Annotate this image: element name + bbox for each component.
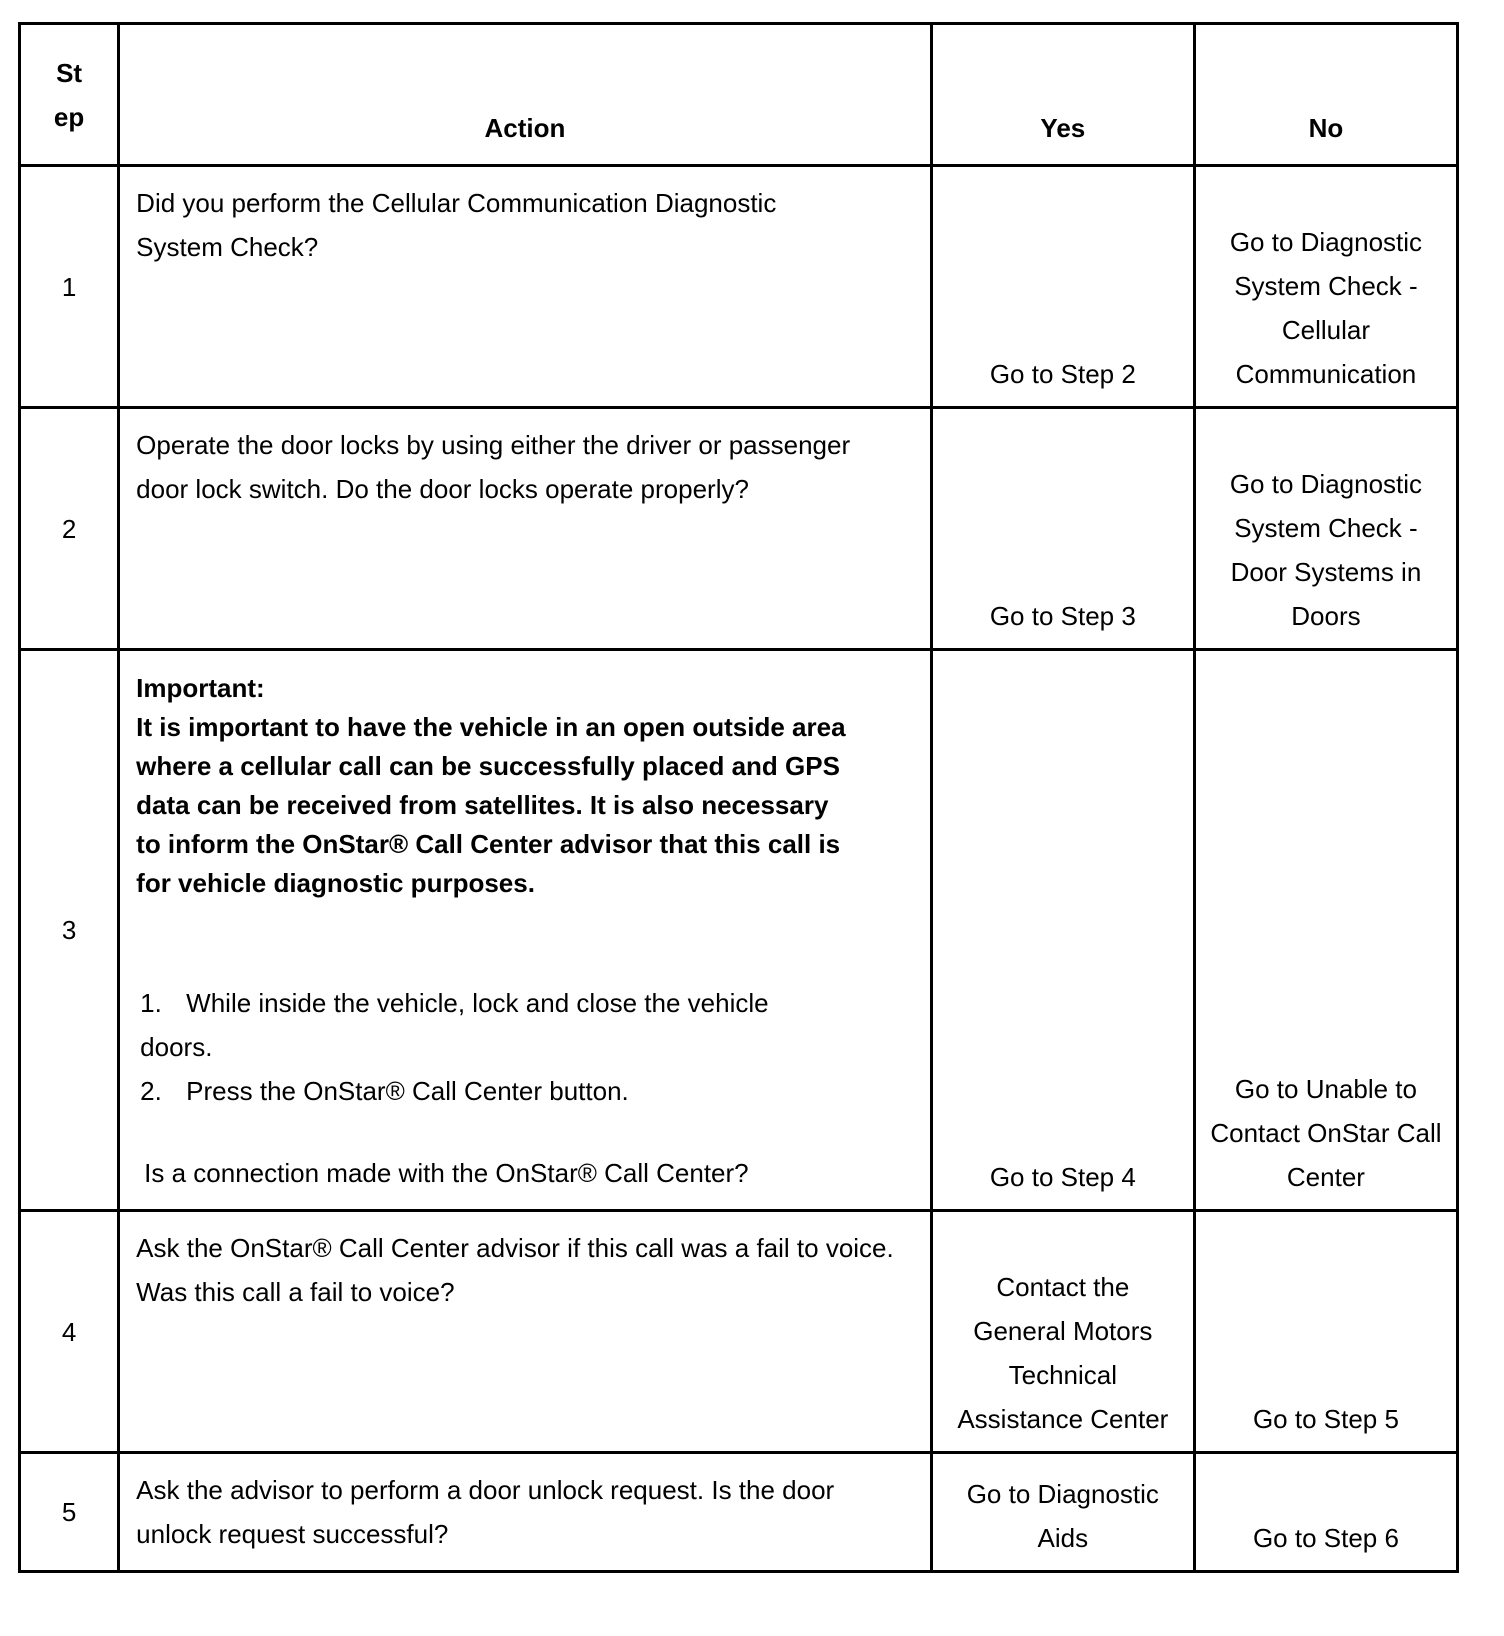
step-number: 3 bbox=[20, 650, 119, 1211]
action-text bbox=[119, 1211, 932, 1453]
step-number: 1 bbox=[20, 166, 119, 408]
list-text: Press the OnStar® Call Center button. bbox=[186, 1076, 629, 1106]
header-step-line1: St bbox=[56, 57, 83, 88]
no-result: Go to Diagnostic System Check - Cellular Communication bbox=[1194, 166, 1457, 408]
no-result: Go to Diagnostic System Check - Door Systems in Doors bbox=[1194, 408, 1457, 650]
step-number: 2 bbox=[20, 408, 119, 650]
list-text: While inside the vehicle, lock and close the vehicle doors. bbox=[140, 988, 769, 1062]
action-text-body: Did you perform the Cellular Communication Diagnostic System Check? bbox=[136, 188, 777, 262]
list-number: 1. bbox=[140, 988, 162, 1018]
header-yes: Yes bbox=[931, 24, 1194, 166]
action-text bbox=[119, 1453, 932, 1572]
no-result: Go to Step 5 bbox=[1194, 1211, 1457, 1453]
yes-result: Go to Step 3 bbox=[931, 408, 1194, 650]
diagnostic-steps-table bbox=[18, 22, 1459, 1573]
step-number: 5 bbox=[20, 1453, 119, 1572]
list-item bbox=[136, 1069, 916, 1113]
table-row bbox=[20, 1453, 1458, 1572]
header-row bbox=[20, 24, 1458, 166]
action-text bbox=[119, 650, 932, 1211]
action-text-body: Ask the advisor to perform a door unlock request. Is the door unlock request successful? bbox=[136, 1475, 835, 1549]
table-row bbox=[20, 408, 1458, 650]
yes-result: Contact the General Motors Technical Assistance Center bbox=[931, 1211, 1194, 1453]
yes-result: Go to Step 4 bbox=[931, 650, 1194, 1211]
no-result: Go to Step 6 bbox=[1194, 1453, 1457, 1572]
table-row bbox=[20, 650, 1458, 1211]
action-text-body: Operate the door locks by using either the driver or passenger door lock switch. Do the door locks operate properly? bbox=[136, 430, 851, 504]
action-text bbox=[119, 166, 932, 408]
header-step-line2: ep bbox=[53, 101, 85, 132]
list-item bbox=[136, 981, 916, 1069]
list-number: 2. bbox=[140, 1076, 162, 1106]
no-result: Go to Unable to Contact OnStar Call Center bbox=[1194, 650, 1457, 1211]
action-text-body: Ask the OnStar® Call Center advisor if this call was a fail to voice. Was this call a fail to voice? bbox=[136, 1233, 894, 1307]
action-text bbox=[119, 408, 932, 650]
important-note bbox=[136, 669, 916, 903]
important-label: Important: bbox=[136, 673, 265, 703]
important-text: It is important to have the vehicle in an open outside area where a cellular call can be successfully placed and GPS data can be received from satellites. It is also necessary to inform the OnStar® Call Center advisor that this call is for vehicle diagnostic purposes. bbox=[136, 712, 846, 898]
yes-result: Go to Diagnostic Aids bbox=[931, 1453, 1194, 1572]
header-action: Action bbox=[119, 24, 932, 166]
header-step bbox=[20, 24, 119, 166]
table-row bbox=[20, 166, 1458, 408]
step-number: 4 bbox=[20, 1211, 119, 1453]
header-no: No bbox=[1194, 24, 1457, 166]
yes-result: Go to Step 2 bbox=[931, 166, 1194, 408]
question-text: Is a connection made with the OnStar® Call Center? bbox=[144, 1158, 749, 1188]
table-row bbox=[20, 1211, 1458, 1453]
